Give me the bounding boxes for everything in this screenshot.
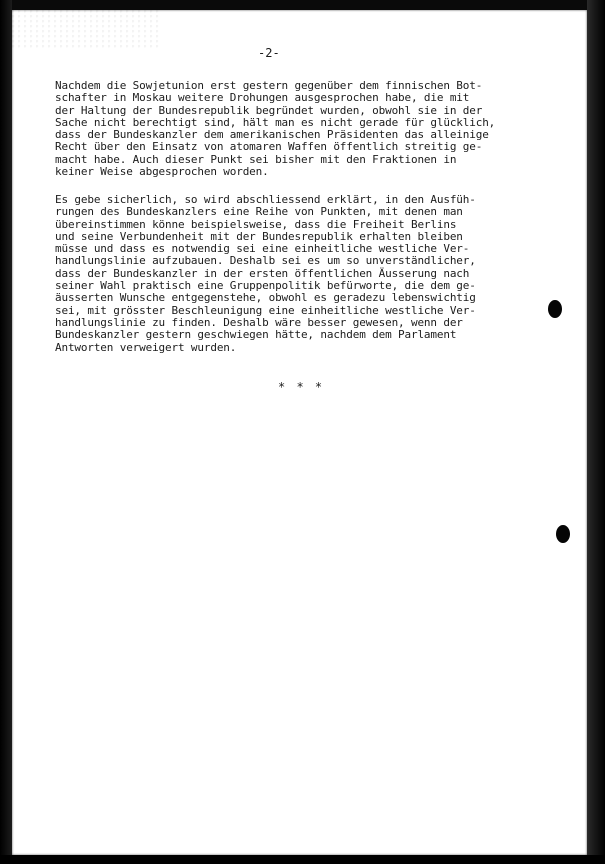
- text-line: Recht über den Einsatz von atomaren Waffen öffentlich streitig ge-: [55, 140, 483, 154]
- text-line: handlungslinie aufzubauen. Deshalb sei es um so unverständlicher,: [55, 254, 476, 268]
- scan-edge-bottom: [0, 855, 605, 864]
- text-line: keiner Weise abgesprochen worden.: [55, 165, 269, 179]
- text-line: rungen des Bundeskanzlers eine Reihe von Punkten, mit denen man: [55, 205, 463, 219]
- text-line: seiner Wahl praktisch eine Gruppenpolitik befürworte, die dem ge-: [55, 279, 476, 293]
- paragraph-1: [55, 80, 555, 178]
- text-line: handlungslinie zu finden. Deshalb wäre besser gewesen, wenn der: [55, 315, 463, 329]
- text-line: dass der Bundeskanzler in der ersten öffentlichen Äusserung nach: [55, 266, 470, 280]
- scan-noise: [12, 10, 162, 50]
- section-separator: * * *: [278, 380, 325, 394]
- punch-hole: [556, 525, 570, 543]
- text-line: Sache nicht berechtigt sind, hält man es nicht gerade für glücklich,: [55, 115, 496, 129]
- text-line: müsse und dass es notwendig sei eine einheitliche westliche Ver-: [55, 242, 470, 256]
- text-line: dass der Bundeskanzler dem amerikanischen Präsidenten das alleinige: [55, 128, 489, 142]
- text-line: Nachdem die Sowjetunion erst gestern gegenüber dem finnischen Bot-: [55, 79, 483, 92]
- text-line: und seine Verbundenheit mit der Bundesrepublik erhalten bleiben: [55, 229, 463, 243]
- paragraph-2: [55, 194, 555, 354]
- text-line: Es gebe sicherlich, so wird abschliessend erklärt, in den Ausfüh-: [55, 193, 476, 206]
- text-line: äusserten Wunsche entgegenstehe, obwohl es geradezu lebenswichtig: [55, 291, 476, 305]
- text-line: Antworten verweigert wurden.: [55, 340, 237, 354]
- scan-edge-left: [0, 0, 12, 864]
- text-line: sei, mit grösster Beschleunigung eine einheitliche westliche Ver-: [55, 303, 476, 317]
- text-line: macht habe. Auch dieser Punkt sei bisher mit den Fraktionen in: [55, 152, 457, 166]
- punch-hole: [548, 300, 562, 318]
- text-line: Bundeskanzler gestern geschwiegen hätte, nachdem dem Parlament: [55, 328, 457, 342]
- page-number: -2-: [258, 46, 280, 60]
- text-line: übereinstimmen könne beispielsweise, dass die Freiheit Berlins: [55, 217, 457, 231]
- text-line: der Haltung der Bundesrepublik begründet wurden, obwohl sie in der: [55, 103, 483, 117]
- scan-edge-right: [587, 0, 605, 864]
- text-line: schafter in Moskau weitere Drohungen ausgesprochen habe, die mit: [55, 91, 470, 105]
